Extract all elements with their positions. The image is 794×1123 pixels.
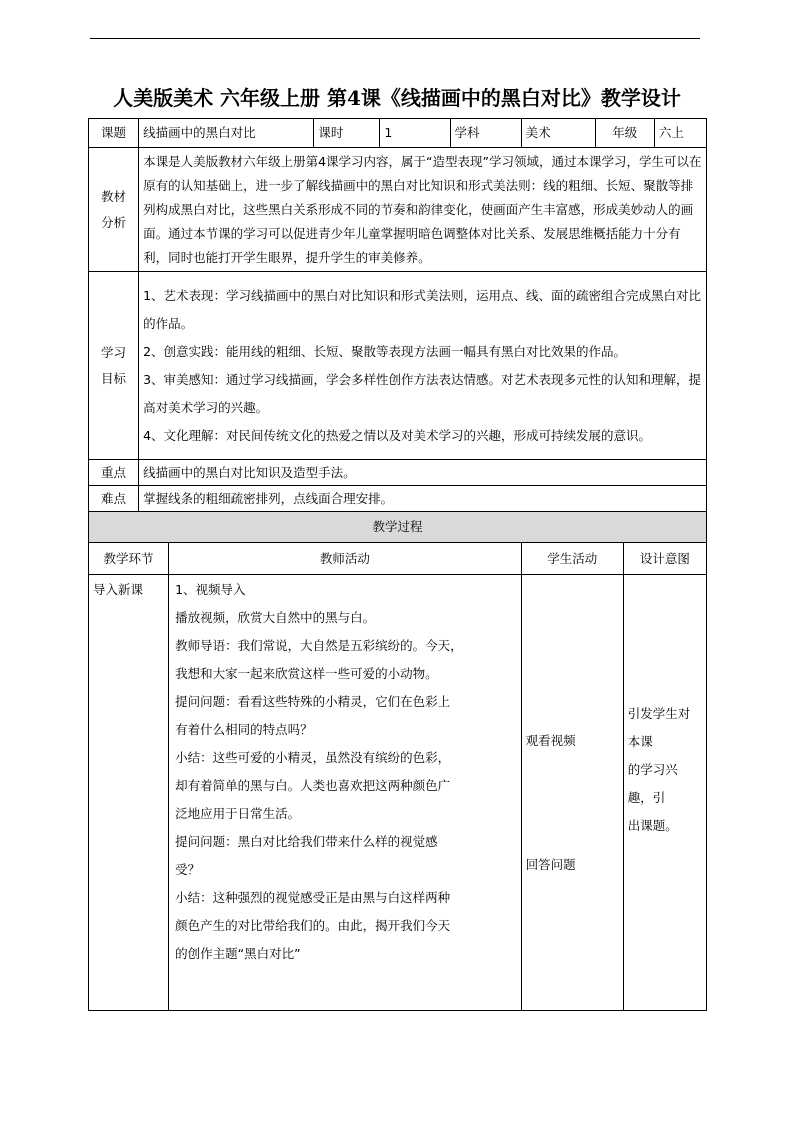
material-label-line-1: 教材 — [101, 188, 127, 204]
teacher-line: 播放视频，欣赏大自然中的黑与白。 — [175, 610, 376, 625]
info-row — [89, 119, 707, 148]
col-student-header: 学生活动 — [521, 543, 623, 575]
period-value: 1 — [380, 119, 450, 148]
goal-item: 4、文化理解：对民间传统文化的热爱之情以及对美术学习的兴趣，形成可持续发展的意识。 — [143, 427, 652, 443]
header-rule — [90, 38, 700, 39]
key-point-text: 线描画中的黑白对比知识及造型手法。 — [139, 460, 707, 486]
student-activity-1: 观看视频 — [525, 733, 576, 748]
teacher-line: 小结：这种强烈的视觉感受正是由黑与白这样两种 — [175, 890, 451, 905]
intent-line: 出课题。 — [627, 818, 678, 833]
process-heading-row — [89, 512, 707, 543]
key-point-label: 重点 — [89, 460, 139, 486]
teacher-line: 教师导语：我们常说，大自然是五彩缤纷的。今天， — [175, 638, 463, 653]
design-intent-cell — [623, 575, 706, 1011]
student-activity-2: 回答问题 — [525, 857, 576, 872]
material-label-line-2: 分析 — [101, 214, 127, 230]
col-teacher-header: 教师活动 — [169, 543, 522, 575]
teacher-line: 有着什么相同的特点吗？ — [175, 722, 313, 737]
col-stage-header: 教学环节 — [89, 543, 169, 575]
col-intent-header: 设计意图 — [623, 543, 706, 575]
lesson-plan-table — [88, 118, 707, 1011]
difficulty-row — [89, 486, 707, 512]
teacher-line: 提问问题：黑白对比给我们带来什么样的视觉感 — [175, 834, 438, 849]
goal-item: 1、艺术表现：学习线描画中的黑白对比知识和形式美法则，运用点、线、面的疏密组合完成黑白对比的作品。 — [143, 287, 702, 331]
subject-value: 美术 — [521, 119, 595, 148]
goals-list — [139, 272, 707, 460]
goals-label — [89, 272, 139, 460]
topic-label: 课题 — [89, 119, 139, 148]
document-title: 人美版美术 六年级上册 第4课《线描画中的黑白对比》教学设计 — [113, 86, 681, 110]
teacher-line: 小结：这些可爱的小精灵，虽然没有缤纷的色彩， — [175, 750, 451, 765]
teacher-line: 的创作主题“黑白对比” — [175, 946, 301, 961]
teacher-line: 我想和大家一起来欣赏这样一些可爱的小动物。 — [175, 666, 438, 681]
teacher-line: 受？ — [175, 862, 201, 877]
key-point-row — [89, 460, 707, 486]
teacher-line: 却有着简单的黑与白。人类也喜欢把这两种颜色广 — [175, 778, 451, 793]
teacher-line: 提问问题：看看这些特殊的小精灵，它们在色彩上 — [175, 694, 451, 709]
difficulty-text: 掌握线条的粗细疏密排列，点线面合理安排。 — [139, 486, 707, 512]
goals-row — [89, 272, 707, 460]
process-heading: 教学过程 — [89, 512, 707, 543]
difficulty-label: 难点 — [89, 486, 139, 512]
teacher-line: 泛地应用于日常生活。 — [175, 806, 301, 821]
goals-label-line-1: 学习 — [101, 344, 127, 360]
process-intro-row — [89, 575, 707, 1011]
process-columns-row — [89, 543, 707, 575]
teacher-line: 颜色产生的对比带给我们的。由此，揭开我们今天 — [175, 918, 451, 933]
material-row — [89, 148, 707, 272]
intent-line: 的学习兴趣，引 — [627, 762, 678, 805]
period-label: 课时 — [314, 119, 380, 148]
student-activity-cell — [521, 575, 623, 1011]
topic-value: 线描画中的黑白对比 — [139, 119, 314, 148]
material-label — [89, 148, 139, 272]
goals-label-line-2: 目标 — [101, 370, 127, 386]
subject-label: 学科 — [450, 119, 521, 148]
intent-line: 引发学生对本课 — [627, 706, 691, 749]
teacher-line: 1、视频导入 — [175, 582, 246, 597]
grade-value: 六上 — [654, 119, 706, 148]
material-text: 本课是人美版教材六年级上册第4课学习内容，属于“造型表现”学习领域，通过本课学习，学生可以在原有的认知基础上，进一步了解线描画中的黑白对比知识和形式美法则：线的粗细、长短、聚散等排列构成黑白对比，这些黑白关系形成不同的节奏和韵律变化，使画面产生丰富感，形成美妙动人的画面。通过本节课的学习可以促进青少年儿童掌握明暗色调整体对比关系、发展思维概括能力十分有利，同时也能打开学生眼界，提升学生的审美修养。 — [139, 148, 707, 272]
goal-item: 3、审美感知：通过学习线描画，学会多样性创作方法表达情感。对艺术表现多元性的认知和理解，提高对美术学习的兴趣。 — [143, 371, 702, 415]
grade-label: 年级 — [595, 119, 654, 148]
teacher-activity-cell — [169, 575, 522, 1011]
stage-cell: 导入新课 — [89, 575, 169, 1011]
goal-item: 2、创意实践：能用线的粗细、长短、聚散等表现方法画一幅具有黑白对比效果的作品。 — [143, 343, 627, 359]
